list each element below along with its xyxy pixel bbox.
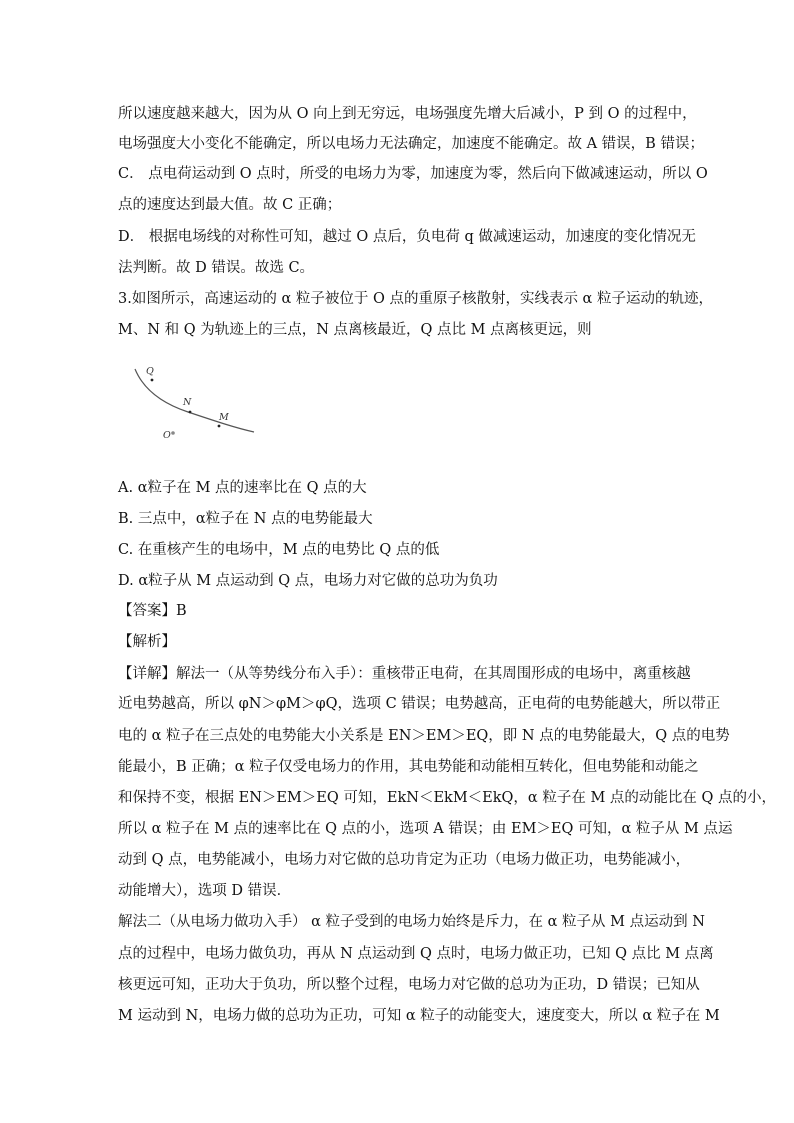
text-line: 动能增大），选项 D 错误． [118,883,292,899]
text-line: 点的过程中，电场力做负功，再从 N 点运动到 Q 点时，电场力做正功，已知 Q 点比 M 点离 [118,946,714,962]
text-line: 法判断。故 D 错误。故选 C。 [118,260,315,276]
option-a: A. α粒子在 M 点的速率比在 Q 点的大 [118,480,367,496]
label-n: N [183,397,192,408]
nucleus-o [171,431,175,435]
text-line: 和保持不变，根据 EN＞EM＞EQ 可知，EkN＜EkM＜EkQ，α 粒子在 M 点的动能比在 Q 点的小， [118,790,776,806]
trajectory-diagram [118,360,268,445]
point-q [151,379,154,382]
text-line: D． 根据电场线的对称性可知，越过 O 点后，负电荷 q 做减速运动，加速度的变化情况无 [118,229,696,245]
answer-heading: 【答案】B [118,603,187,619]
text-line: 电场强度大小变化不能确定，所以电场力无法确定，加速度不能确定。故 A 错误，B 错误； [118,136,704,152]
text-line: 能最小，B 正确；α 粒子仅受电场力的作用，其电势能和动能相互转化，但电势能和动能之 [118,759,699,775]
text-line: 解法二（从电场力做功入手） α 粒子受到的电场力始终是斥力，在 α 粒子从 M 点运动到 N [118,914,705,930]
label-m: M [219,412,229,423]
text-line: 近电势越高，所以 φN＞φM＞φQ，选项 C 错误；电势越高，正电荷的电势能越大，所以带正 [118,696,721,712]
option-d: D. α粒子从 M 点运动到 Q 点，电场力对它做的总功为负功 [118,573,498,589]
analysis-heading: 【解析】 [118,634,176,650]
label-o: O [163,430,171,441]
question-stem-line: M、N 和 Q 为轨迹上的三点，N 点离核最近，Q 点比 M 点离核更远，则 [118,322,592,338]
trajectory-curve [135,369,254,432]
text-line: 核更远可知，正功大于负功，所以整个过程，电场力对它做的总功为正功，D 错误；已知从 [118,977,700,993]
question-stem-line: 3.如图所示，高速运动的 α 粒子被位于 O 点的重原子核散射，实线表示 α 粒子运动的轨迹， [118,291,713,307]
point-n [189,411,192,414]
point-m [218,425,221,428]
text-line: 动到 Q 点，电势能减小，电场力对它做的总功肯定为正功（电场力做正功，电势能减小， [118,852,691,868]
trajectory-figure [118,360,268,445]
text-line: 【详解】解法一（从等势线分布入手）：重核带正电荷，在其周围形成的电场中，离重核越 [118,666,691,682]
text-line: 所以 α 粒子在 M 点的速率比在 Q 点的小，选项 A 错误；由 EM＞EQ 可知，α 粒子从 M 点运 [118,821,733,837]
label-q: Q [146,366,154,377]
text-line: M 运动到 N，电场力做的总功为正功，可知 α 粒子的动能变大，速度变大，所以 α 粒子在 M [118,1008,720,1024]
text-line: 电的 α 粒子在三点处的电势能大小关系是 EN＞EM＞EQ，即 N 点的电势能最大，Q 点的电势 [118,728,730,744]
option-b: B. 三点中，α粒子在 N 点的电势能最大 [118,511,373,527]
text-line: 点的速度达到最大值。故 C 正确； [118,197,342,213]
text-line: C． 点电荷运动到 O 点时，所受的电场力为零，加速度为零，然后向下做减速运动，所以 O [118,166,708,182]
text-line: 所以速度越来越大，因为从 O 向上到无穷远，电场强度先增大后减小，P 到 O 的过程中， [118,106,697,122]
option-c: C. 在重核产生的电场中，M 点的电势比 Q 点的低 [118,542,440,558]
